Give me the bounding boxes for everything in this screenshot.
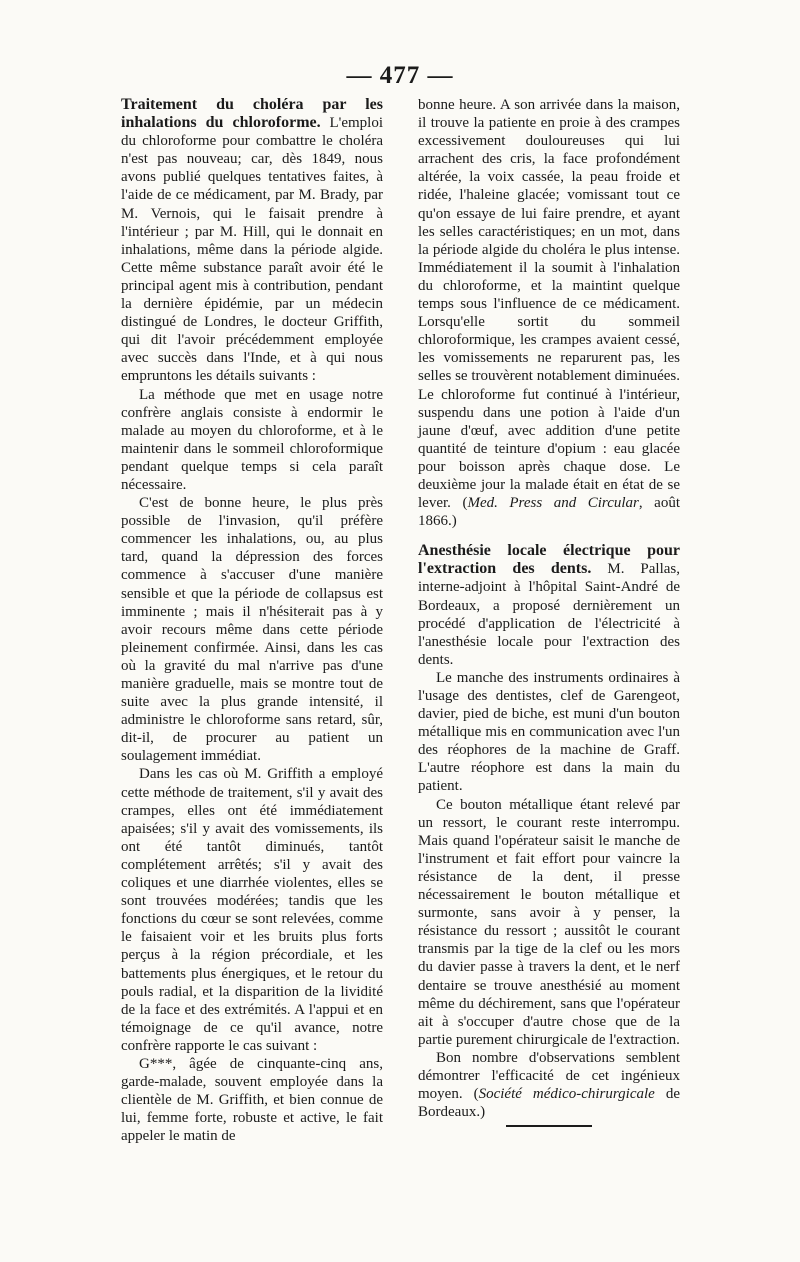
article-heading-anesthesie: Anesthésie locale électrique pour l'extraction des dents.	[418, 542, 680, 578]
article-heading-cholera: Traitement du choléra par les inhalations du chloroforme.	[121, 96, 383, 132]
paragraph	[418, 1049, 680, 1121]
right-column	[418, 96, 680, 1127]
left-column	[121, 96, 383, 1145]
end-rule	[506, 1125, 592, 1127]
paragraph: Le manche des instruments ordinaires à l'usage des dentistes, clef de Garengeot, davier, pied de biche, est muni d'un bouton métallique mis en communication avec l'un des réophores de la machine de Graff. L'autre réophore est dans la main du patient.	[418, 669, 680, 795]
source-citation: (Société médico-chirurgicale de Bordeaux.)	[418, 1086, 680, 1121]
source-citation: (Med. Press and Circular, août 1866.)	[418, 495, 681, 530]
paragraph: Ce bouton métallique étant relevé par un ressort, le courant reste interrompu. Mais quand l'opérateur saisit le manche de l'instrument et fait effort pour vaincre la résistance de la dent, il presse nécessairement le bouton métallique et surmonte, sans avoir à y penser, la résistance du ressort ; aussitôt le courant transmis par la tige de la clef ou les mors du davier passe à travers la dent, et le nerf dentaire se trouve anesthésié au moment même du déchirement, sans que l'opérateur ait à s'occuper d'autre chose que de la partie purement chirurgicale de l'extraction.	[418, 796, 680, 1048]
paragraph: C'est de bonne heure, le plus près possible de l'invasion, qu'il préfère commencer les inhalations, ou, au plus tard, quand la dépression des forces commence à s'accuser d'une manière sensible et que la période de collapsus est imminente ; mais il n'hésiterait pas à y avoir recours même dans cette période pleinement confirmée. Ainsi, dans les cas où la gravité du mal n'arrive pas d'une manière graduelle, mais se montre tout de suite avec la plus grande intensité, il administre le chloroforme sans retard, sûr, dit-il, de procurer au patient un soulagement immédiat.	[121, 495, 383, 765]
paragraph: G***, âgée de cinquante-cinq ans, garde-malade, souvent employée dans la clientèle de M. Griffith, et bien connue de lui, femme forte, robuste et active, le fait appeler le matin de	[121, 1055, 383, 1145]
paragraph-text: L'emploi du chloroforme pour combattre le choléra n'est pas nouveau; car, dès 1849, nous avons publié quelques tentatives faites, à l'aide de ce médicament, par M. Brady, par M. Vernois, qui le faisait prendre à l'intérieur ; par M. Hill, qui le donnait en inhalations, même dans la période algide. Cette même substance paraît avoir été le principal agent mis à contribution, pendant la dernière épidémie, par un médecin distingué de Londres, le docteur Griffith, qui dit l'avoir précédemment employée avec succès dans l'Inde, et à qui nous empruntons les détails suivants :	[121, 115, 384, 385]
paragraph-continuation	[418, 96, 680, 530]
paragraph-text: Bon nombre d'observations semblent démontrer l'efficacité de cet ingénieux moyen.	[418, 1049, 680, 1103]
paragraph: La méthode que met en usage notre confrère anglais consiste à endormir le malade au moyen du chloroforme, et à le maintenir dans le sommeil chloroformique pendant quelque temps si cela paraît nécessaire.	[121, 386, 383, 493]
paragraph-text: bonne heure. A son arrivée dans la maison, il trouve la patiente en proie à des crampes excessivement douloureuses qui lui arrachent des cris, la face profondément altérée, la voix cassée, la peau froide et ridée, l'haleine glacée; vomissant tout ce qu'on essaye de lui faire prendre, et ayant les selles caractéristiques; en un mot, dans la période algide du choléra le plus intense. Immédiatement il la soumit à l'inhalation du chloroforme, et la maintint quelque temps sous l'influence de ce médicament. Lorsqu'elle sortit du sommeil chloroformique, les crampes avaient cessé, les vomissements ne reparurent pas, les selles se trouvèrent notablement diminuées. Le chloroforme fut continué à l'intérieur, suspendu dans une potion à l'aide d'un jaune d'œuf, avec addition d'une petite quantité de teinture d'opium : eau glacée pour boisson après chaque dose. Le deuxième jour la malade était en état de se lever.	[418, 97, 681, 512]
article-anesthesie-intro	[418, 542, 680, 669]
paragraph: Dans les cas où M. Griffith a employé cette méthode de traitement, s'il y avait des crampes, elles ont été immédiatement apaisées; s'il y avait des vomissements, ils ont été tantôt diminués, tantôt complétement arrêtés; s'il y avait des coliques et une diarrhée violentes, elles se sont trouvées modérées; tandis que les fonctions du cœur se sont relevées, comme le faisaient voir et les bruits plus forts perçus à la région précordiale, et les battements plus énergiques, et le retour du pouls radial, et la disparition de la lividité de la face et des extrémités. A l'appui et en témoignage de ce qu'il avance, notre confrère rapporte le cas suivant :	[121, 766, 383, 1054]
paragraph-text: M. Pallas, interne-adjoint à l'hôpital Saint-André de Bordeaux, a proposé dernièrement un procédé d'application de l'électricité à l'anesthésie locale pour l'extraction des dents.	[418, 561, 681, 668]
page-number: — 477 —	[346, 62, 454, 89]
article-cholera-intro	[121, 96, 383, 386]
